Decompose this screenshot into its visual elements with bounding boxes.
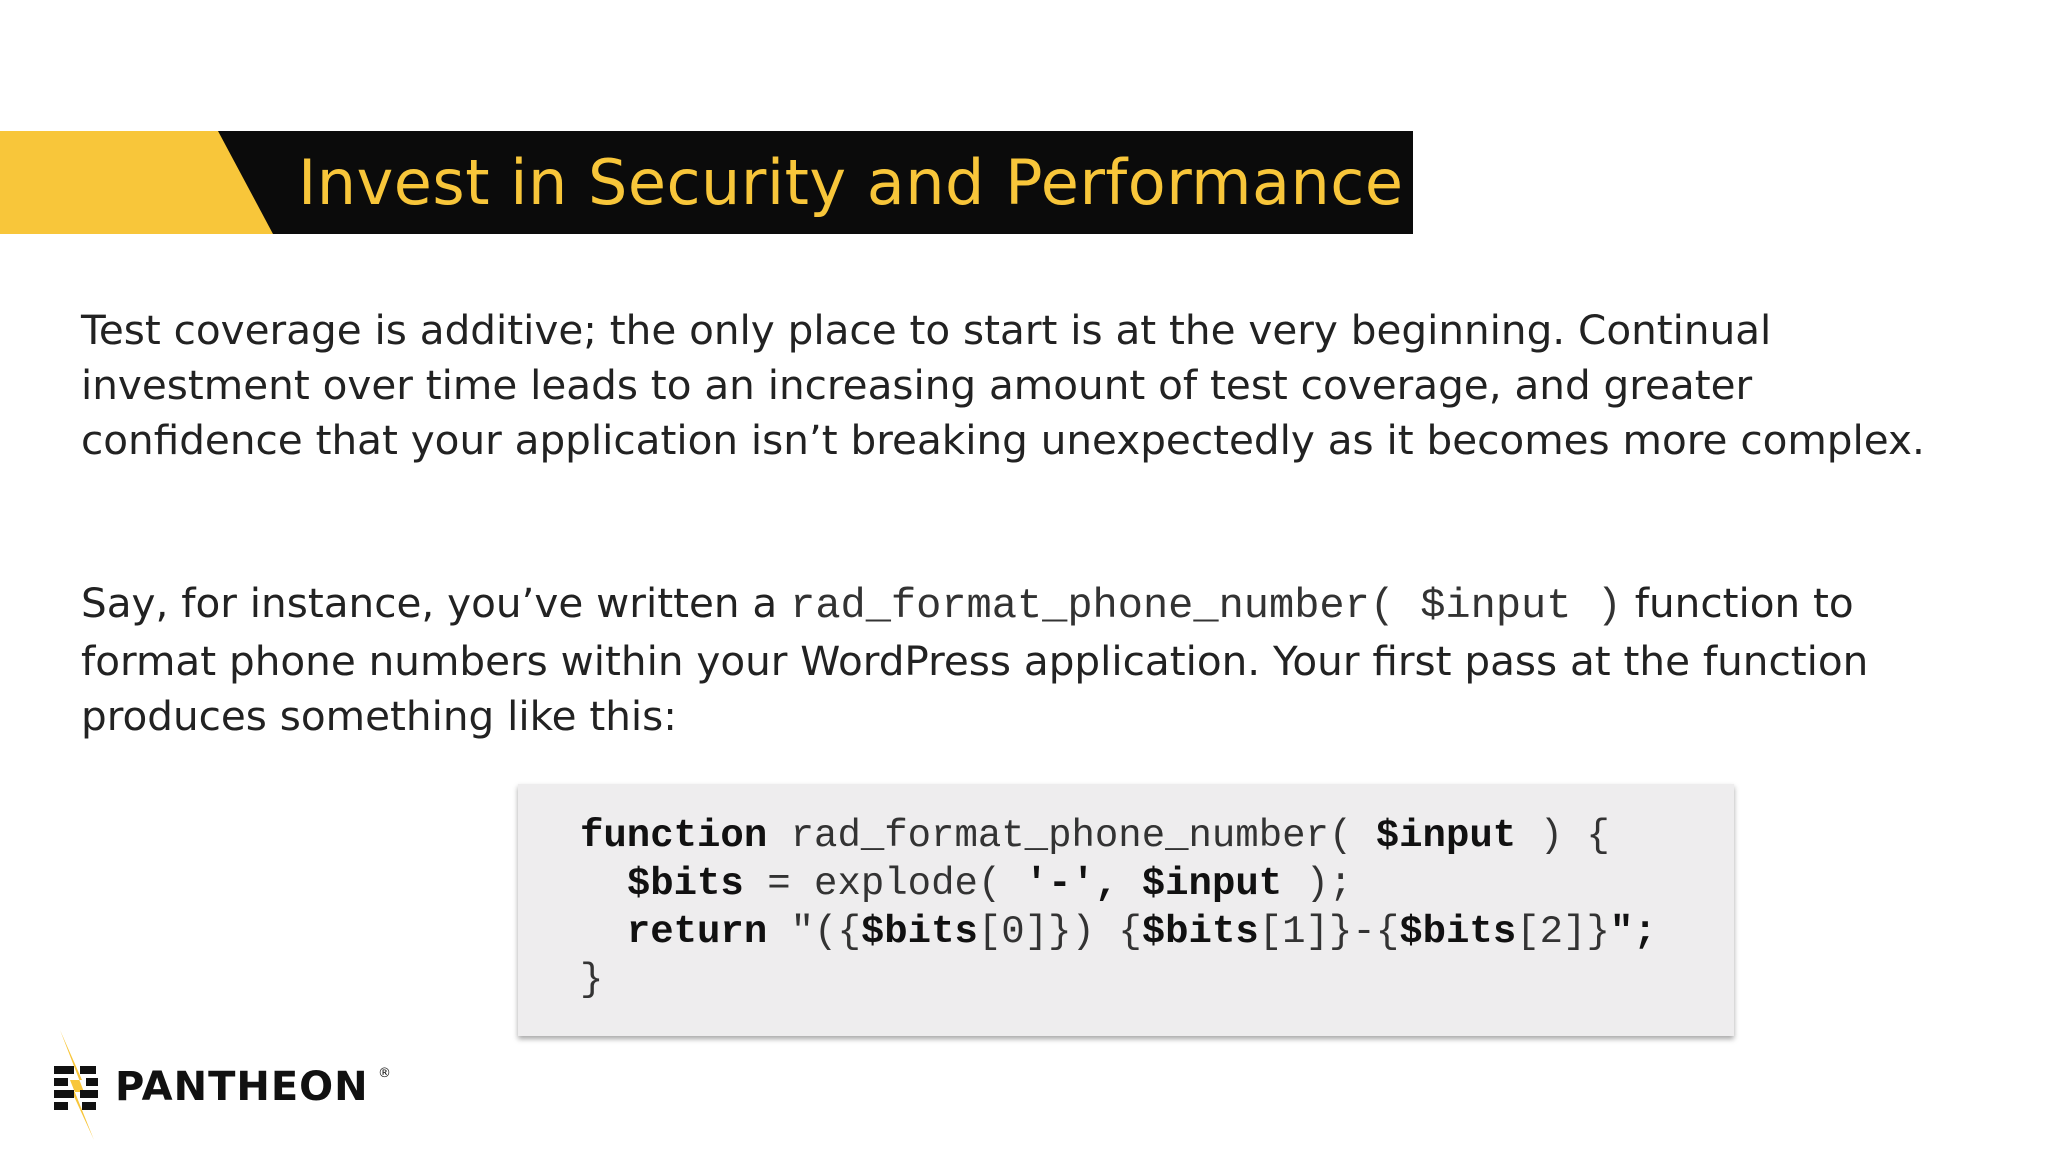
code-text: [1]}-{ xyxy=(1258,910,1400,954)
code-text: [0]}) { xyxy=(977,910,1142,954)
code-line-3 xyxy=(580,910,1657,954)
code-variable: $bits xyxy=(860,910,978,954)
inline-code-function-signature: rad_format_phone_number( $input ) xyxy=(790,582,1622,630)
code-string: '-' xyxy=(1024,862,1095,906)
code-variable: $bits xyxy=(626,862,744,906)
code-line-2 xyxy=(580,862,1352,906)
code-line-1 xyxy=(580,814,1610,858)
code-text: [2]} xyxy=(1516,910,1610,954)
paragraph-example xyxy=(81,576,1981,744)
code-variable: $bits xyxy=(1399,910,1517,954)
code-text: "({ xyxy=(767,910,861,954)
code-variable: $bits xyxy=(1141,910,1259,954)
code-indent xyxy=(580,910,627,954)
pantheon-bolt-icon xyxy=(52,1030,104,1140)
registered-mark: ® xyxy=(378,1066,391,1081)
paragraph-test-coverage: Test coverage is additive; the only place to start is at the very beginning. Continual investment over time leads to an increasing amount of test coverage, and greater confidence that your application isn’t breaking unexpectedly as it becomes more complex. xyxy=(81,306,1925,464)
code-variable: $input xyxy=(1375,814,1517,858)
slide-title: Invest in Security and Performance xyxy=(298,146,1404,219)
code-keyword: return xyxy=(626,910,768,954)
paragraph-example-trail: function to format phone numbers within your WordPress application. Your first pass at the function produces something like this: xyxy=(81,579,1869,740)
code-keyword: function xyxy=(580,814,768,858)
code-text: "; xyxy=(1609,910,1657,954)
pantheon-logo xyxy=(52,1030,412,1140)
code-text: , xyxy=(1094,862,1142,906)
code-line-4: } xyxy=(580,958,604,1002)
code-text: ) { xyxy=(1516,814,1610,858)
code-text: = explode( xyxy=(743,862,1025,906)
code-variable: $input xyxy=(1141,862,1283,906)
code-indent xyxy=(580,862,627,906)
code-listing xyxy=(580,812,1657,1004)
code-text: ); xyxy=(1282,862,1353,906)
code-block xyxy=(518,784,1734,1036)
code-text: rad_format_phone_number( xyxy=(767,814,1376,858)
paragraph-example-lead: Say, for instance, you’ve written a xyxy=(81,579,791,627)
logo-wordmark: PANTHEON xyxy=(115,1064,369,1110)
